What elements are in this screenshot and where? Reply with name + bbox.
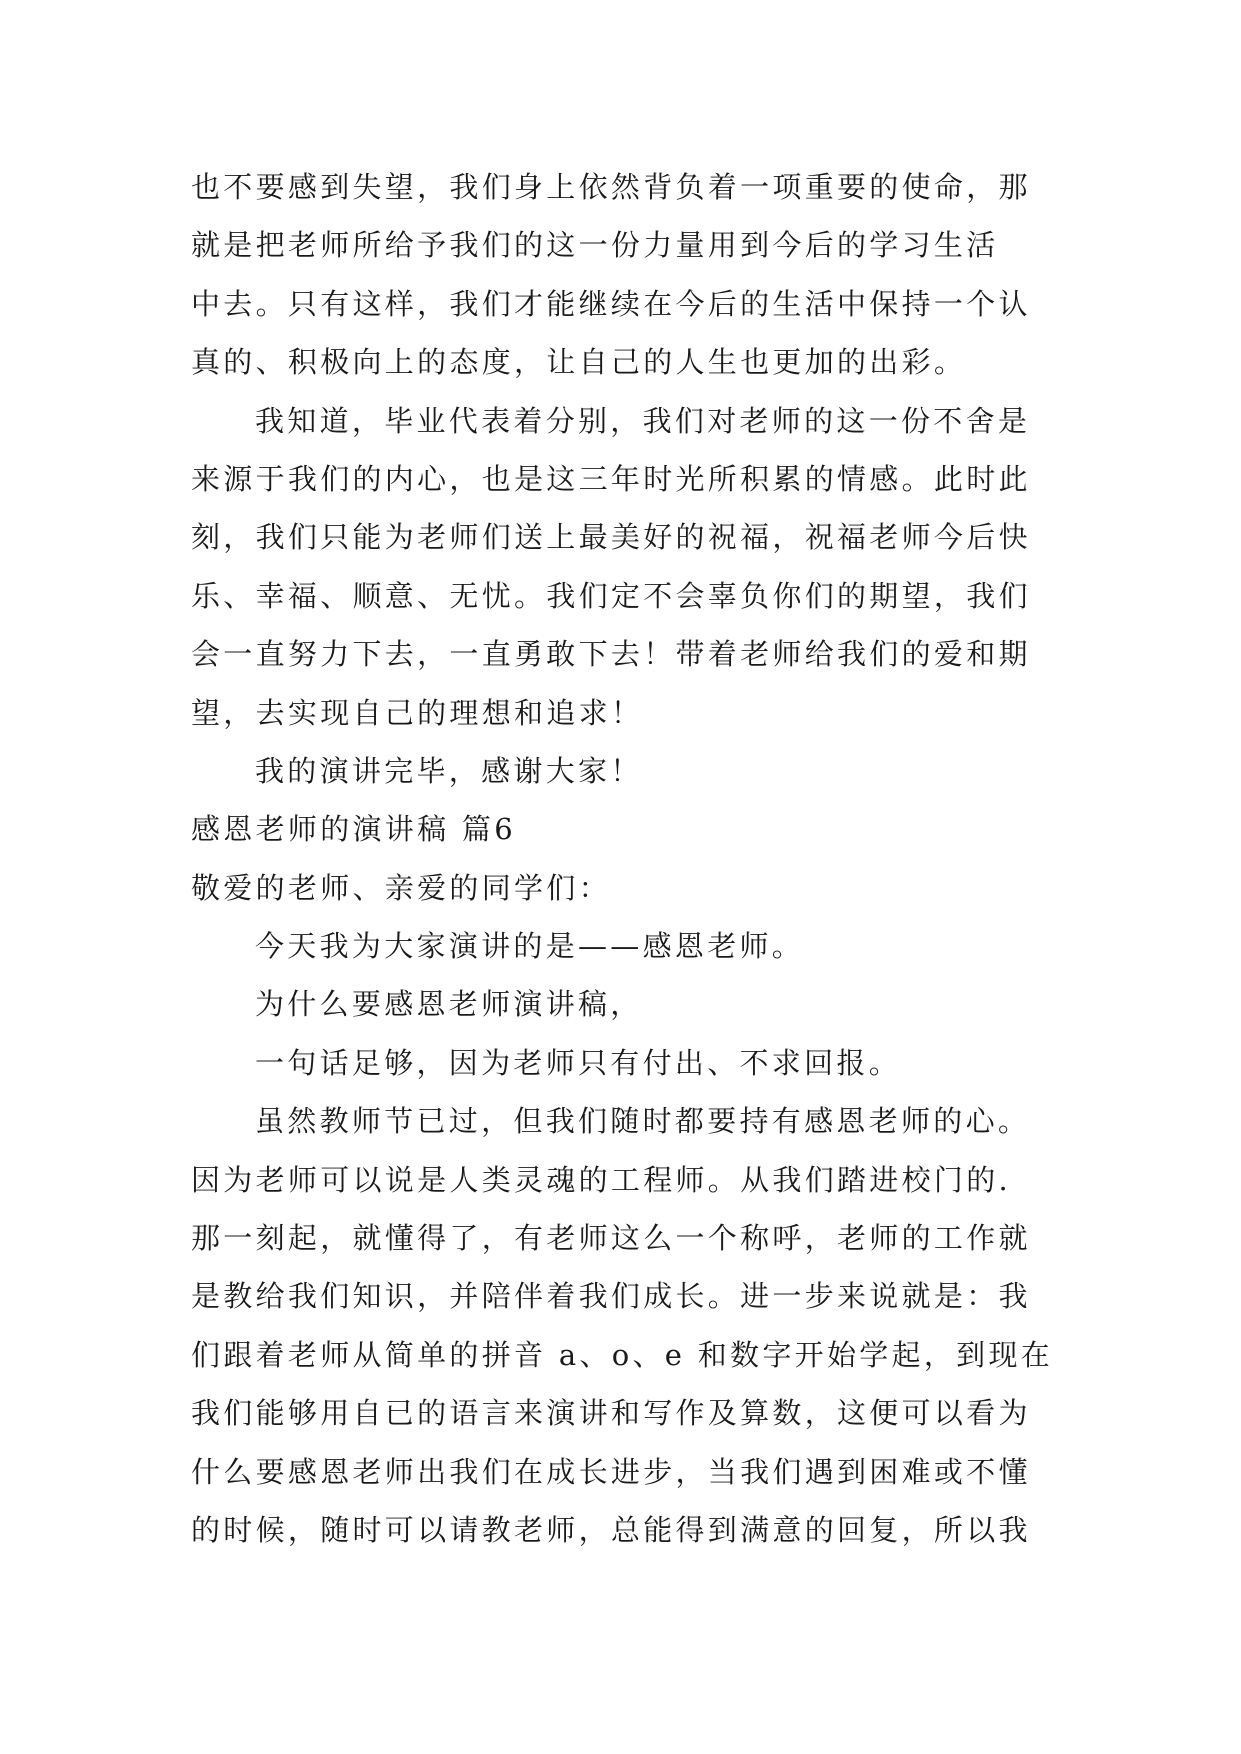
text-line: 们跟着老师从简单的拼音 a、o、e 和数字开始学起，到现在 <box>191 1337 1054 1372</box>
text-line: 我的演讲完毕，感谢大家！ <box>255 753 643 788</box>
text-line: 中去。只有这样，我们才能继续在今后的生活中保持一个认 <box>191 286 1031 321</box>
text-line: 虽然教师节已过，但我们随时都要持有感恩老师的心。 <box>255 1104 1031 1139</box>
text-line: 因为老师可以说是人类灵魂的工程师。从我们踏进校门的. <box>191 1162 1012 1197</box>
text-line: 会一直努力下去，一直勇敢下去！带着老师给我们的爱和期 <box>191 637 1031 672</box>
text-line: 那一刻起，就懂得了，有老师这么一个称呼，老师的工作就 <box>191 1221 1031 1256</box>
text-line: 是教给我们知识，并陪伴着我们成长。进一步来说就是：我 <box>191 1279 1031 1314</box>
text-line: 什么要感恩老师出我们在成长进步，当我们遇到困难或不懂 <box>191 1454 1031 1489</box>
text-line: 来源于我们的内心，也是这三年时光所积累的情感。此时此 <box>191 461 1031 496</box>
document-body <box>191 158 1091 1559</box>
salutation: 敬爱的老师、亲爱的同学们： <box>191 870 611 905</box>
text-line: 今天我为大家演讲的是——感恩老师。 <box>255 929 805 964</box>
text-line: 也不要感到失望，我们身上依然背负着一项重要的使命，那 <box>191 170 1031 204</box>
text-line: 的时候，随时可以请教老师，总能得到满意的回复，所以我 <box>191 1512 1031 1547</box>
text-line: 刻，我们只能为老师们送上最美好的祝福，祝福老师今后快 <box>191 520 1031 555</box>
section-heading: 感恩老师的演讲稿 篇6 <box>191 812 516 847</box>
text-line: 望，去实现自己的理想和追求！ <box>191 695 644 730</box>
text-line: 我知道，毕业代表着分别，我们对老师的这一份不舍是 <box>255 403 1031 438</box>
text-line: 就是把老师所给予我们的这一份力量用到今后的学习生活 <box>191 228 999 263</box>
text-line: 为什么要感恩老师演讲稿， <box>255 987 643 1022</box>
text-line: 我们能够用自已的语言来演讲和写作及算数，这便可以看为 <box>191 1396 1031 1431</box>
text-line: 乐、幸福、顺意、无忧。我们定不会辜负你们的期望，我们 <box>191 578 1031 613</box>
text-line: 真的、积极向上的态度，让自己的人生也更加的出彩。 <box>191 345 967 380</box>
text-line: 一句话足够，因为老师只有付出、不求回报。 <box>255 1045 902 1080</box>
